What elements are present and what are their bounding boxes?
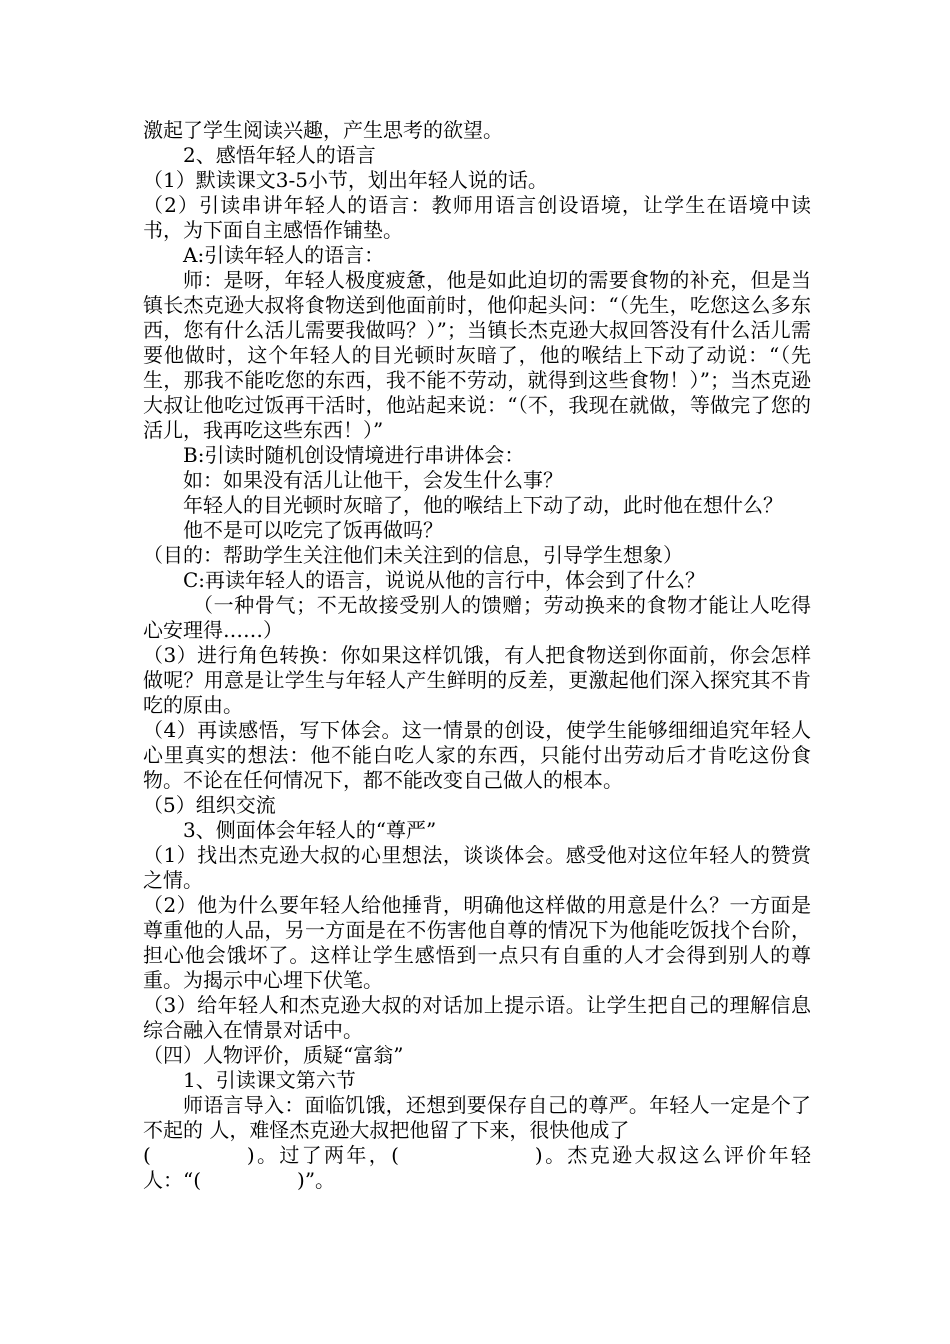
paragraph-intro: 师语言导入：面临饥饿，还想到要保存自己的尊严。年轻人一定是个了不起的 人，难怪杰克逊大叔把他留了下来，很快他成了 [143,1093,811,1142]
paragraph-a: A:引读年轻人的语言： [183,243,385,267]
paragraph-step-2: （2）引读串讲年轻人的语言：教师用语言创设语境，让学生在语境中读书，为下面自主感悟作铺垫。 [143,193,811,242]
blank-text-2: )。过了两年，( [246,1143,399,1167]
paragraph-question-2: 他不是可以吃完了饭再做吗？ [183,518,443,542]
paragraph-dignity-2: （2）他为什么要年轻人给他捶背，明确他这样做的用意是什么？一方面是尊重他的人品，另一方面是在不伤害他自尊的情况下为他能吃饭找个台阶，担心他会饿坏了。这样让学生感悟到一点只有自重的人才会得到别人的尊重。为揭示中心埋下伏笔。 [143,893,811,992]
paragraph-blanks [143,1143,811,1193]
heading-3-dignity: 3、侧面体会年轻人的“尊严” [183,818,437,842]
paragraph-c: C:再读年轻人的语言，说说从他的言行中，体会到了什么？ [183,568,706,592]
paragraph-dignity-1: （1）找出杰克逊大叔的心里想法，谈谈体会。感受他对这位年轻人的赞赏之情。 [143,843,811,892]
paragraph-1: 激起了学生阅读兴趣，产生思考的欲望。 [143,118,503,142]
heading-2-language: 2、感悟年轻人的语言 [183,143,376,167]
blank-open-1: ( [143,1143,151,1167]
paragraph-answer: （一种骨气；不无故接受别人的馈赠；劳动换来的食物才能让人吃得心安理得……） [143,593,811,642]
document-page [143,118,811,1193]
paragraph-dignity-3: （3）给年轻人和杰克逊大叔的对话加上提示语。让学生把自己的理解信息综合融入在情景对话中。 [143,993,811,1042]
paragraph-b: B:引读时随机创设情境进行串讲体会： [183,443,525,467]
blank-text-3: )。杰克逊大叔这么评价年轻人：“( [143,1143,811,1192]
heading-section-4: （四）人物评价，质疑“富翁” [143,1043,404,1067]
paragraph-purpose: （目的：帮助学生关注他们未关注到的信息，引导学生想象） [143,543,683,567]
paragraph-question-1: 年轻人的目光顿时灰暗了，他的喉结上下动了动，此时他在想什么？ [183,493,783,517]
paragraph-teacher: 师：是呀，年轻人极度疲惫，他是如此迫切的需要食物的补充，但是当镇长杰克逊大叔将食物送到他面前时，他仰起头问：“（先生，吃您这么多东西，您有什么活儿需要我做吗？）”；当镇长杰克逊大叔回答没有什么活儿需要他做时，这个年轻人的目光顿时灰暗了，他的喉结上下动了动说：“（先生，那我不能吃您的东西，我不能不劳动，就得到这些食物！）”；当杰克逊大叔让他吃过饭再干活时，他站起来说：“（不，我现在就做，等做完了您的活儿，我再吃这些东西！）” [143,268,811,442]
blank-text-4: )”。 [297,1168,336,1192]
paragraph-step-1: （1）默读课文3-5小节，划出年轻人说的话。 [143,168,548,192]
paragraph-step-3: （3）进行角色转换：你如果这样饥饿，有人把食物送到你面前，你会怎样做呢？用意是让学生与年轻人产生鲜明的反差，更激起他们深入探究其不肯吃的原由。 [143,643,811,717]
paragraph-step-4: （4）再读感悟，写下体会。这一情景的创设，使学生能够细细追究年轻人心里真实的想法：他不能白吃人家的东西，只能付出劳动后才肯吃这份食物。不论在任何情况下，都不能改变自己做人的根本。 [143,718,811,792]
heading-4-1: 1、引读课文第六节 [183,1068,356,1092]
paragraph-step-5: （5）组织交流 [143,793,276,817]
paragraph-example: 如：如果没有活儿让他干，会发生什么事？ [183,468,563,492]
